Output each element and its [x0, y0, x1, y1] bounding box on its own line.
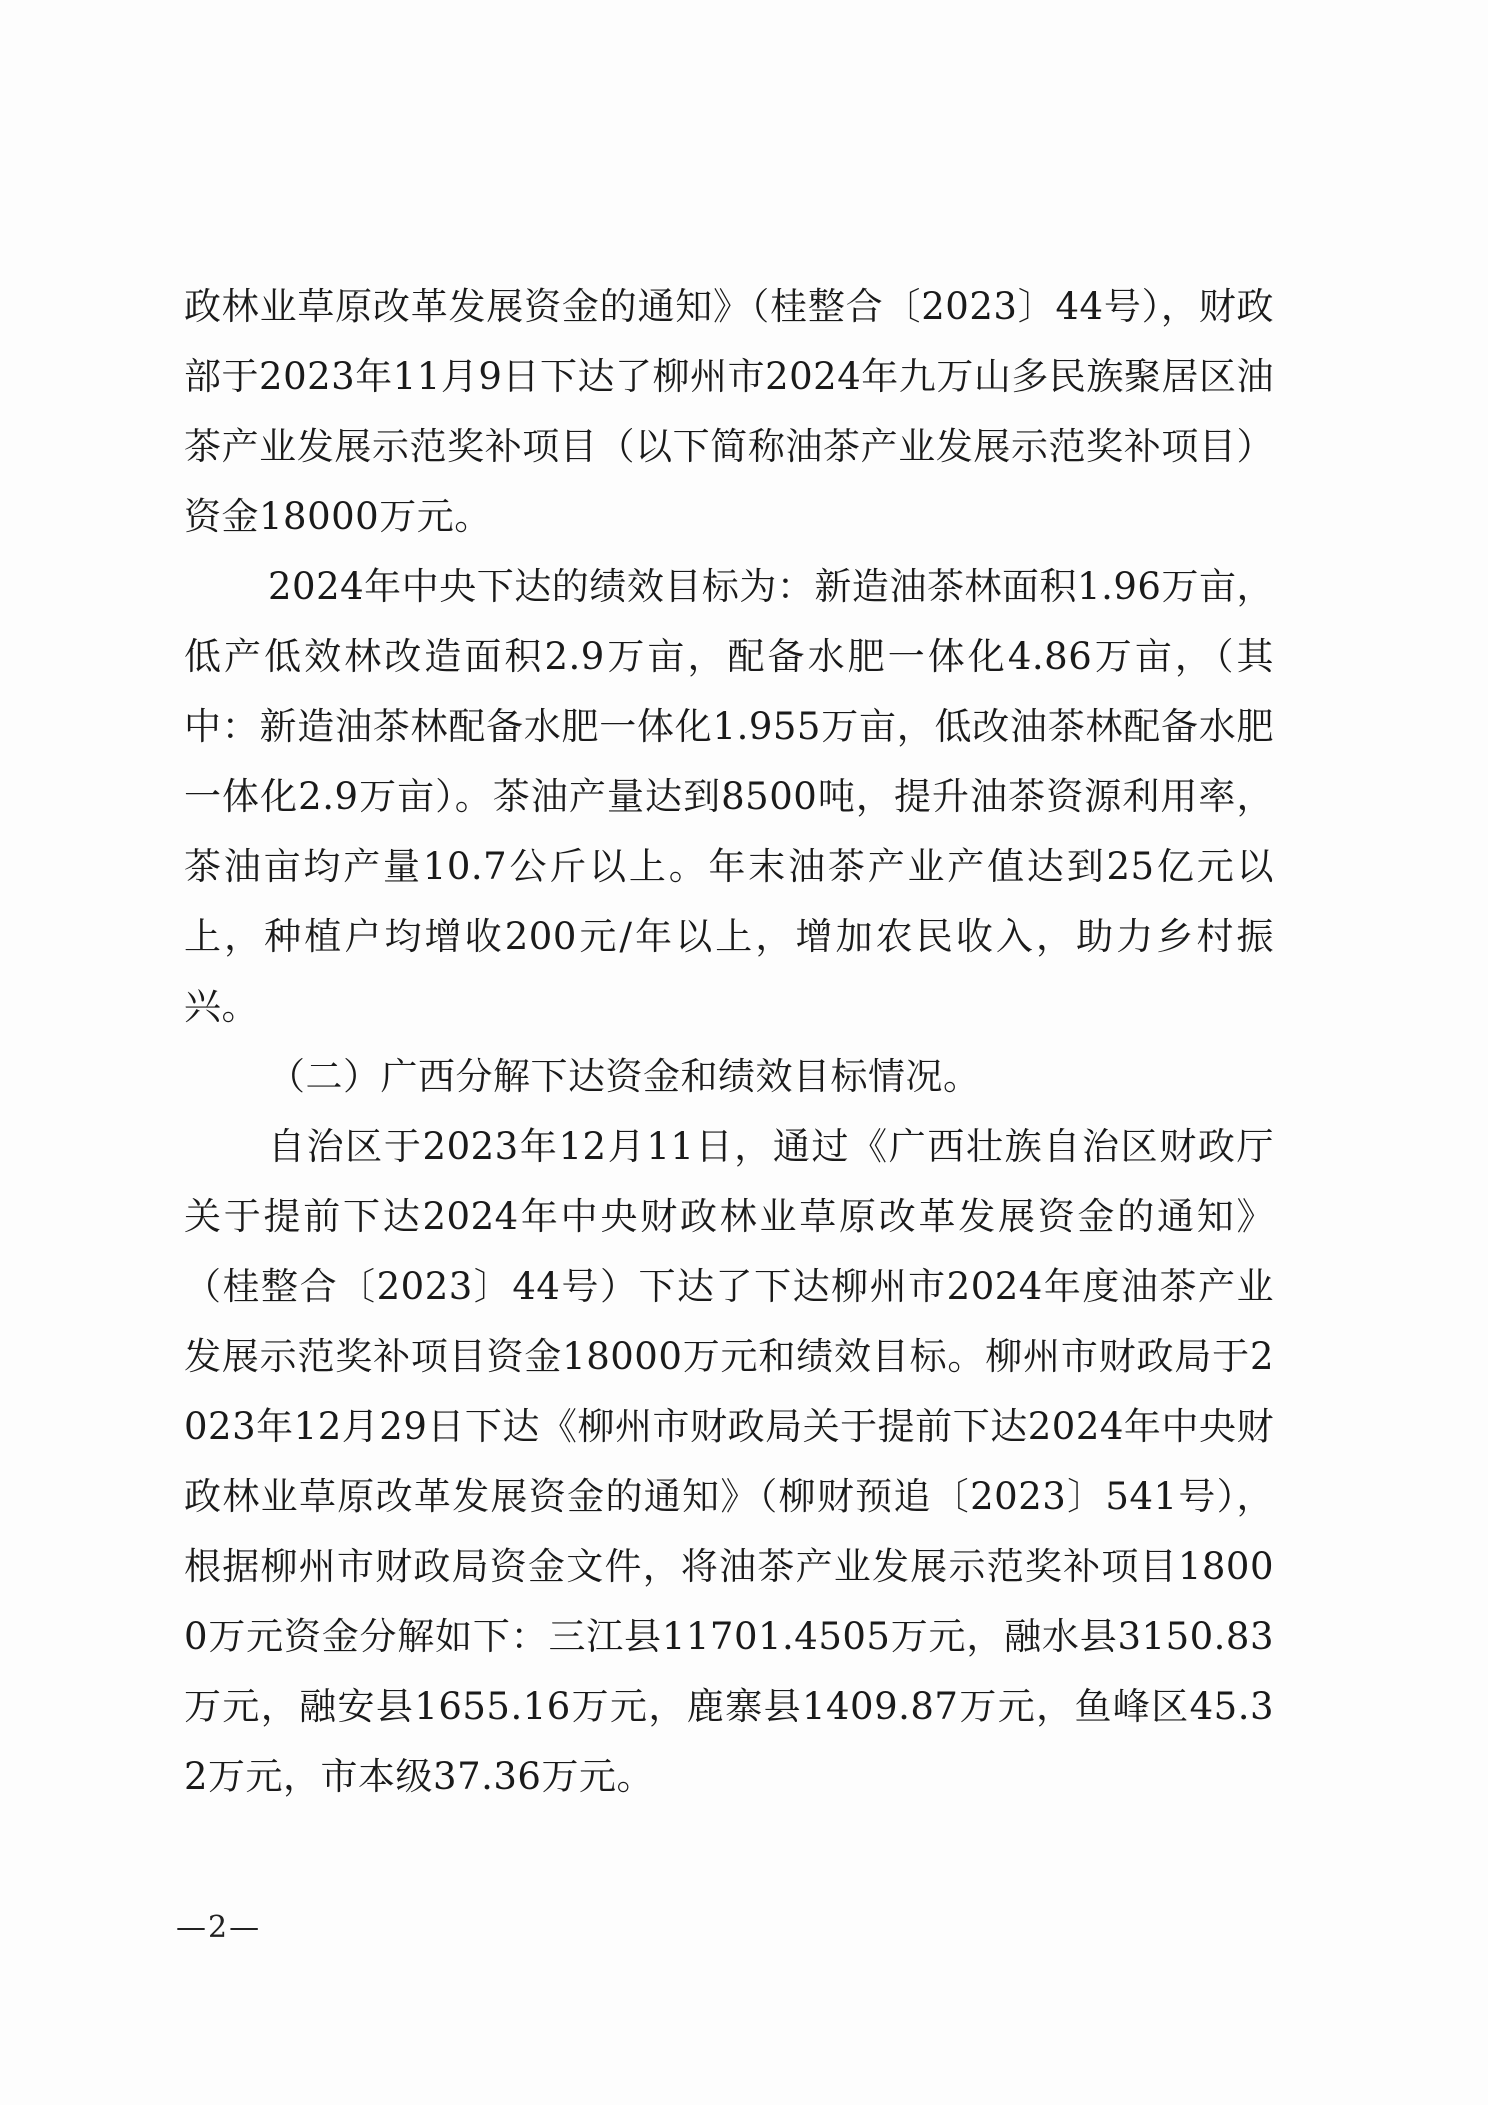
section-heading: （二）广西分解下达资金和绩效目标情况。: [268, 1055, 981, 1098]
paragraph-continuation: 政林业草原改革发展资金的通知》（桂整合〔2023〕44号），财政部于2023年11月9日下达了柳州市2024年九万山多民族聚居区油茶产业发展示范奖补项目（以下简称油茶产业发展示范奖补项目）资金18000万元。: [184, 285, 1274, 538]
paragraph-performance-targets: 2024年中央下达的绩效目标为：新造油茶林面积1.96万亩，低产低效林改造面积2.9万亩，配备水肥一体化4.86万亩，（其中：新造油茶林配备水肥一体化1.955万亩，低改油茶林配备水肥一体化2.9万亩）。茶油产量达到8500吨，提升油茶资源利用率，茶油亩均产量10.7公斤以上。年末油茶产业产值达到25亿元以上，种植户均增收200元/年以上，增加农民收入，助力乡村振兴。: [184, 565, 1274, 1028]
paragraph-fund-allocation: 自治区于2023年12月11日，通过《广西壮族自治区财政厅关于提前下达2024年中央财政林业草原改革发展资金的通知》（桂整合〔2023〕44号）下达了下达柳州市2024年度油茶产业发展示范奖补项目资金18000万元和绩效目标。柳州市财政局于2023年12月29日下达《柳州市财政局关于提前下达2024年中央财政林业草原改革发展资金的通知》（柳财预追〔2023〕541号），根据柳州市财政局资金文件，将油茶产业发展示范奖补项目18000万元资金分解如下：三江县11701.4505万元，融水县3150.83万元，融安县1655.16万元，鹿寨县1409.87万元，鱼峰区45.32万元，市本级37.36万元。: [184, 1125, 1274, 1798]
document-body: [184, 272, 1274, 1812]
page-number: —2—: [176, 1910, 262, 1945]
